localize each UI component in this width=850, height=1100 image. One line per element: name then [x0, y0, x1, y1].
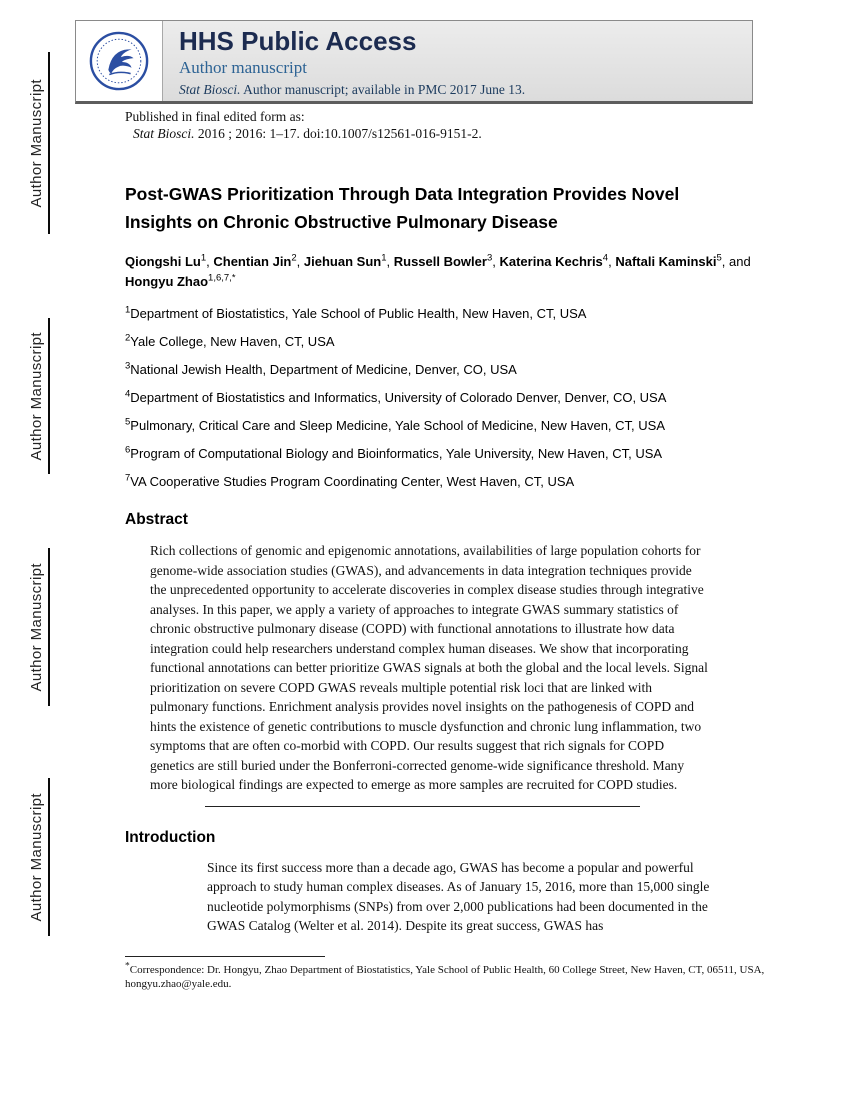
author-separator: , and: [721, 254, 751, 269]
correspondence-text: Correspondence: Dr. Hongyu, Zhao Department of Biostatistics, Yale School of Public Health, 60 College Street, New Haven, CT, 06511, USA,: [129, 964, 765, 976]
affiliation: [125, 418, 757, 433]
banner-title: HHS Public Access: [179, 26, 417, 56]
author-affil-sup: 1: [381, 252, 387, 264]
affiliation: [125, 362, 757, 377]
author-separator: ,: [492, 254, 500, 269]
author-affil-sup: 5: [716, 252, 722, 264]
footnote-marker: *: [125, 961, 130, 972]
watermark-label: Author Manuscript: [27, 331, 45, 461]
author: [213, 254, 304, 269]
affiliation-sup: 6: [125, 444, 131, 456]
banner-citation-journal: Stat Biosci.: [179, 82, 241, 97]
author: [394, 254, 500, 269]
author-name: Chentian Jin: [213, 254, 292, 269]
affiliation-text: Pulmonary, Critical Care and Sleep Medicine, Yale School of Medicine, New Haven, CT, USA: [130, 418, 665, 433]
affiliation-text: Department of Biostatistics and Informatics, University of Colorado Denver, Denver, CO, USA: [130, 390, 667, 405]
introduction-heading: Introduction: [125, 828, 216, 846]
author-manuscript-watermark: [24, 318, 50, 474]
hhs-logo-box: [76, 21, 163, 101]
banner-citation-rest: Author manuscript; available in PMC 2017 June 13.: [240, 82, 526, 97]
affiliation-sup: 4: [125, 388, 131, 400]
author-manuscript-watermark: [24, 778, 50, 936]
affiliation-sup: 3: [125, 360, 131, 372]
author-separator: ,: [386, 254, 394, 269]
affiliation: [125, 306, 757, 321]
author-affil-sup: 2: [291, 252, 297, 264]
author: [615, 254, 750, 269]
watermark-label: Author Manuscript: [27, 792, 45, 922]
author-affil-sup: 3: [486, 252, 493, 264]
authors-line: [125, 252, 757, 292]
citation-line: [133, 125, 757, 142]
affiliation: [125, 446, 757, 461]
hhs-banner: [75, 20, 753, 104]
author: [125, 274, 236, 289]
author-manuscript-watermark: [24, 548, 50, 706]
author-manuscript-link[interactable]: Author manuscript: [179, 58, 307, 77]
affiliation-text: National Jewish Health, Department of Medicine, Denver, CO, USA: [130, 362, 517, 377]
article-title: Post-GWAS Prioritization Through Data Integration Provides Novel Insights on Chronic Obstructive Pulmonary Disease: [125, 184, 680, 232]
affiliation: [125, 334, 757, 349]
hhs-logo-icon: [88, 30, 150, 92]
watermark-label: Author Manuscript: [27, 78, 45, 208]
author-name: Katerina Kechris: [499, 254, 603, 269]
affiliation-sup: 7: [125, 472, 131, 484]
author: [125, 254, 213, 269]
author-manuscript-watermark: [24, 52, 50, 234]
section-rule: [205, 806, 640, 807]
correspondence-email[interactable]: hongyu.zhao@yale.edu: [125, 978, 229, 990]
affiliation: [125, 474, 757, 489]
affiliation-text: Department of Biostatistics, Yale School of Public Health, New Haven, CT, USA: [130, 306, 587, 321]
footnote-rule: [125, 956, 325, 957]
author-name: Qiongshi Lu: [125, 254, 201, 269]
affiliation-text: VA Cooperative Studies Program Coordinating Center, West Haven, CT, USA: [130, 474, 575, 489]
author: [499, 254, 615, 269]
abstract-text: Rich collections of genomic and epigenomic annotations, availabilities of large population cohorts for genome-wide association studies (GWAS), and advancements in data integration techniques provide the unprecedented opportunity to accelerate discoveries in complex disease studies through integrative analyses. In this paper, we apply a variety of approaches to integrate GWAS summary statistics of chronic obstructive pulmonary disease (COPD) with functional annotations to illustrate how data integration could help researchers understand complex human diseases. We show that incorporating functional annotations can better prioritize GWAS signals at both the global and the local levels. Signal prioritization on severe COPD GWAS reveals multiple potential risk loci that are linked with pulmonary functions. Enrichment analysis provides novel insights on the pathogenesis of COPD and hints the existence of genetic contributions to muscle dysfunction and chronic lung inflammation, two symptoms that are often co-morbid with COPD. Our results suggest that rich signals for COPD genetics are still buried under the Bonferroni-corrected genome-wide significance threshold. Many more biological findings are expected to emerge as more samples are recruited for COPD studies.: [150, 543, 708, 792]
author-name: Russell Bowler: [393, 254, 487, 269]
author-affil-sup: 4: [602, 252, 609, 264]
footnote-period: .: [228, 978, 232, 990]
author-affil-sup: 1,6,7,*: [208, 272, 236, 284]
abstract-heading: Abstract: [125, 511, 188, 528]
affiliation-text: Program of Computational Biology and Bioinformatics, Yale University, New Haven, CT, USA: [130, 446, 663, 461]
author-separator: ,: [608, 254, 616, 269]
banner-citation: [179, 82, 525, 98]
author: [304, 254, 394, 269]
watermark-label: Author Manuscript: [27, 562, 45, 692]
citation-journal: Stat Biosci.: [133, 126, 195, 141]
banner-text: [163, 21, 541, 101]
footnote-text: [125, 963, 765, 991]
affiliation-sup: 1: [125, 304, 131, 316]
affiliation: [125, 390, 757, 405]
affiliations-list: [125, 306, 757, 489]
author-separator: ,: [296, 254, 304, 269]
citation-rest: 2016 ; 2016: 1–17. doi:10.1007/s12561-016-9151-2.: [194, 126, 482, 141]
introduction-text: Since its first success more than a decade ago, GWAS has become a popular and powerful approach to study human complex diseases. As of January 15, 2016, more than 15,000 single nucleotide polymorphisms (SNPs) from over 2,000 publications had been documented in the GWAS Catalog (Welter et al. 2014). Despite its great success, GWAS has: [207, 859, 710, 933]
article-content: [125, 108, 757, 936]
author-name: Jiehuan Sun: [303, 254, 382, 269]
published-line: Published in final edited form as:: [125, 109, 305, 124]
footnote-block: [125, 956, 765, 991]
affiliation-sup: 2: [125, 332, 131, 344]
author-name: Naftali Kaminski: [615, 254, 717, 269]
affiliation-text: Yale College, New Haven, CT, USA: [130, 334, 335, 349]
author-affil-sup: 1: [200, 252, 207, 264]
author-name: Hongyu Zhao: [125, 274, 209, 289]
author-separator: ,: [206, 254, 214, 269]
affiliation-sup: 5: [125, 416, 131, 428]
published-info: [125, 108, 757, 142]
